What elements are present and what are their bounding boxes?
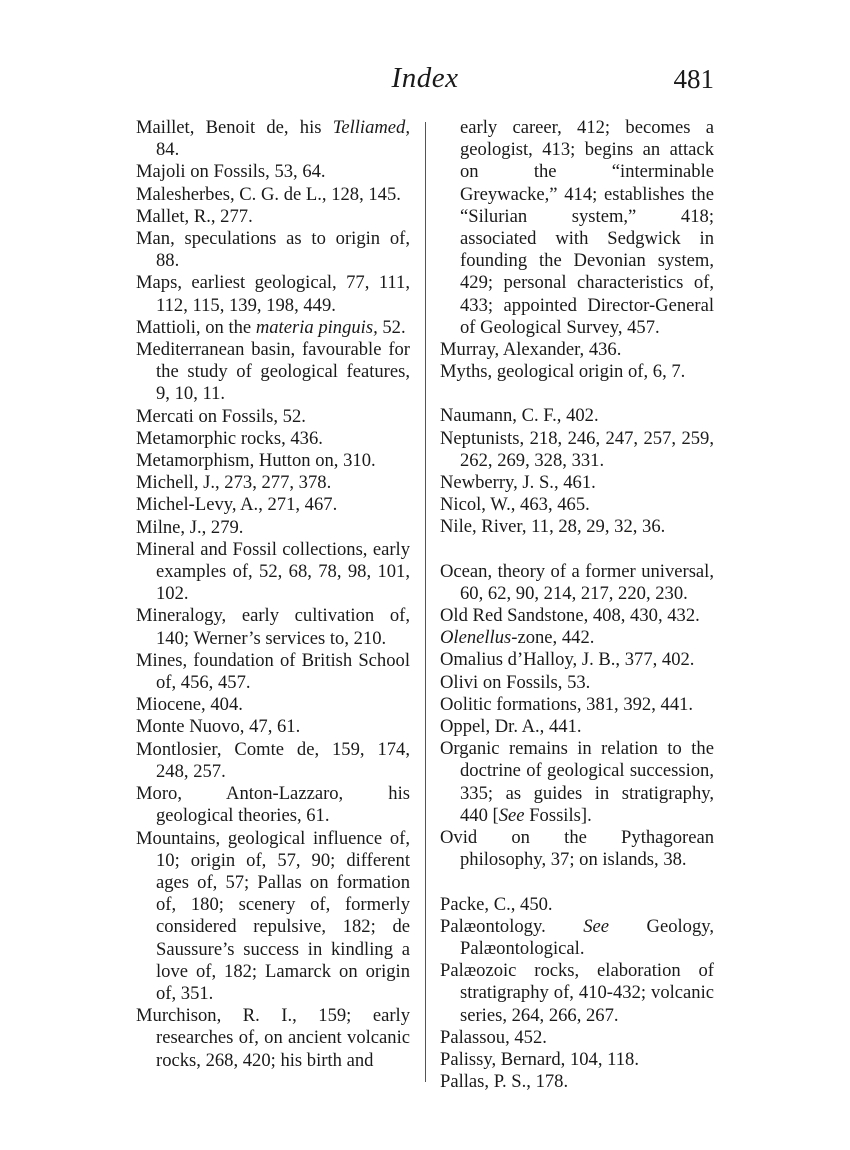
index-entry — [440, 361, 714, 383]
entry-text: Mountains, geological influence of, 10; origin of, 57, 90; different ages of, 57; Pallas on formation of, 180; scenery of, formerly considered repulsive, 182; de Saussure’s success in kindling a love of, 182; Lamarck on origin of, 351. — [136, 827, 410, 1004]
entry-italic-text: Olenellus — [440, 627, 512, 649]
entry-text: Mattioli, on the — [136, 316, 256, 338]
entry-text: Palassou, 452. — [440, 1026, 547, 1048]
entry-text: Geology, Palæontological. — [460, 915, 714, 959]
column-divider — [425, 122, 426, 1082]
entry-text: Mercati on Fossils, 52. — [136, 405, 306, 427]
index-entry — [136, 739, 410, 783]
index-entry — [440, 428, 714, 472]
page-title: Index — [391, 62, 459, 94]
index-entry — [440, 916, 714, 960]
index-column-left — [136, 117, 410, 1072]
index-entry — [440, 561, 714, 605]
index-entry — [136, 317, 410, 339]
entry-italic-text: See — [498, 804, 525, 826]
index-entry — [440, 827, 714, 871]
entry-text: Mallet, R., 277. — [136, 205, 253, 227]
index-entry — [136, 783, 410, 827]
entry-text: Monte Nuovo, 47, 61. — [136, 716, 301, 738]
index-entry — [136, 272, 410, 316]
entry-text: 52. — [377, 316, 406, 338]
entry-text: Miocene, 404. — [136, 694, 243, 716]
index-entry — [136, 539, 410, 606]
index-entry — [440, 1071, 714, 1093]
section-gap — [440, 539, 714, 561]
entry-text: Nicol, W., 463, 465. — [440, 494, 590, 516]
index-entry — [136, 828, 410, 1006]
page-number: 481 — [673, 64, 714, 94]
index-entry — [136, 184, 410, 206]
entry-text: Mediterranean basin, favourable for the study of geological features, 9, 10, 11. — [136, 339, 410, 405]
entry-text: Metamorphic rocks, 436. — [136, 427, 323, 449]
index-entry — [440, 672, 714, 694]
entry-text: Malesherbes, C. G. de L., 128, 145. — [136, 183, 401, 205]
entry-text: Organic remains in relation to the doctrine of geological succession, 335; as guides in stratigraphy, 440 [ — [440, 738, 714, 826]
index-entry — [440, 494, 714, 516]
index-entry — [440, 1049, 714, 1071]
index-entry — [136, 117, 410, 161]
entry-text: Fossils]. — [524, 804, 592, 826]
entry-text: Ocean, theory of a former universal, 60, 62, 90, 214, 217, 220, 230. — [440, 560, 714, 604]
index-entry — [136, 605, 410, 649]
entry-text: Packe, C., 450. — [440, 893, 553, 915]
index-entry — [136, 206, 410, 228]
index-entry — [136, 428, 410, 450]
entry-italic-text: See — [583, 915, 610, 937]
entry-text: Mineralogy, early cultivation of, 140; Werner’s services to, 210. — [136, 605, 410, 649]
index-entry — [440, 472, 714, 494]
entry-text: Palæontology. — [440, 915, 584, 937]
index-entry — [440, 339, 714, 361]
entry-text: Myths, geological origin of, 6, 7. — [440, 361, 686, 383]
index-entry — [136, 694, 410, 716]
index-entry — [136, 1005, 410, 1072]
running-head — [136, 62, 714, 102]
section-gap — [440, 872, 714, 894]
entry-text: Old Red Sandstone, 408, 430, 432. — [440, 605, 700, 627]
index-entry — [136, 339, 410, 406]
entry-text: Newberry, J. S., 461. — [440, 472, 596, 494]
index-entry — [440, 117, 714, 339]
index-column-right — [440, 117, 714, 1093]
entry-italic-text: Telliamed, — [332, 117, 410, 138]
entry-text: Oppel, Dr. A., 441. — [440, 716, 582, 738]
entry-text: Mines, foundation of British School of, 456, 457. — [136, 649, 410, 694]
entry-text: Montlosier, Comte de, 159, 174, 248, 257. — [136, 738, 410, 782]
entry-text: early career, 412; becomes a geologist, 413; begins an attack on the “interminable Greywacke,” 414; establishes the “Silurian system,” 418; associated with Sedgwick in founding the Devonian system, 429; personal characteristics of, 433; appointed Director-General of Geological Survey, 457. — [460, 117, 714, 338]
index-entry — [136, 494, 410, 516]
index-entry — [440, 405, 714, 427]
entry-text: -zone, 442. — [511, 627, 595, 649]
index-entry — [440, 1027, 714, 1049]
entry-text: Naumann, C. F., 402. — [440, 405, 599, 427]
entry-text: Neptunists, 218, 246, 247, 257, 259, 262, 269, 328, 331. — [440, 427, 714, 471]
entry-text: Murchison, R. I., 159; early researches of, on ancient volcanic rocks, 268, 420; his birth and — [136, 1005, 410, 1071]
index-entry — [440, 694, 714, 716]
index-entry — [136, 517, 410, 539]
entry-text: Maillet, Benoit de, his — [136, 117, 333, 138]
index-entry — [136, 228, 410, 272]
section-gap — [440, 383, 714, 405]
index-entry — [440, 716, 714, 738]
entry-text: Milne, J., 279. — [136, 516, 244, 538]
entry-text: Michel-Levy, A., 271, 467. — [136, 494, 338, 516]
index-entry — [440, 516, 714, 538]
entry-text: Palæozoic rocks, elaboration of stratigraphy of, 410-432; volcanic series, 264, 266, 267. — [440, 960, 714, 1026]
entry-text: Maps, earliest geological, 77, 111, 112, 115, 139, 198, 449. — [136, 272, 410, 316]
index-entry — [136, 161, 410, 183]
index-entry — [440, 627, 714, 649]
index-entry — [136, 472, 410, 494]
entry-text: Pallas, P. S., 178. — [440, 1071, 569, 1093]
entry-text: 84. — [156, 139, 180, 161]
index-entry — [440, 894, 714, 916]
entry-text: Olivi on Fossils, 53. — [440, 671, 591, 693]
index-entry — [440, 649, 714, 671]
index-entry — [440, 960, 714, 1027]
index-entry — [440, 605, 714, 627]
index-entry — [136, 716, 410, 738]
entry-text: Michell, J., 273, 277, 378. — [136, 472, 332, 494]
entry-text: Mineral and Fossil collections, early examples of, 52, 68, 78, 98, 101, 102. — [136, 538, 410, 605]
index-entry — [136, 450, 410, 472]
entry-text: Majoli on Fossils, 53, 64. — [136, 161, 326, 183]
entry-text: Omalius d’Halloy, J. B., 377, 402. — [440, 649, 695, 671]
entry-text: Man, speculations as to origin of, 88. — [136, 228, 410, 272]
index-entry — [136, 406, 410, 428]
index-entry — [440, 738, 714, 827]
entry-text: Moro, Anton-Lazzaro, his geological theories, 61. — [136, 783, 410, 827]
entry-text: Nile, River, 11, 28, 29, 32, 36. — [440, 516, 666, 538]
entry-italic-text: materia pinguis, — [255, 316, 378, 338]
entry-text: Ovid on the Pythagorean philosophy, 37; on islands, 38. — [440, 827, 714, 871]
entry-text: Murray, Alexander, 436. — [440, 339, 622, 361]
entry-text: Oolitic formations, 381, 392, 441. — [440, 693, 694, 715]
entry-text: Metamorphism, Hutton on, 310. — [136, 450, 376, 472]
index-entry — [136, 650, 410, 694]
entry-text: Palissy, Bernard, 104, 118. — [440, 1048, 640, 1070]
